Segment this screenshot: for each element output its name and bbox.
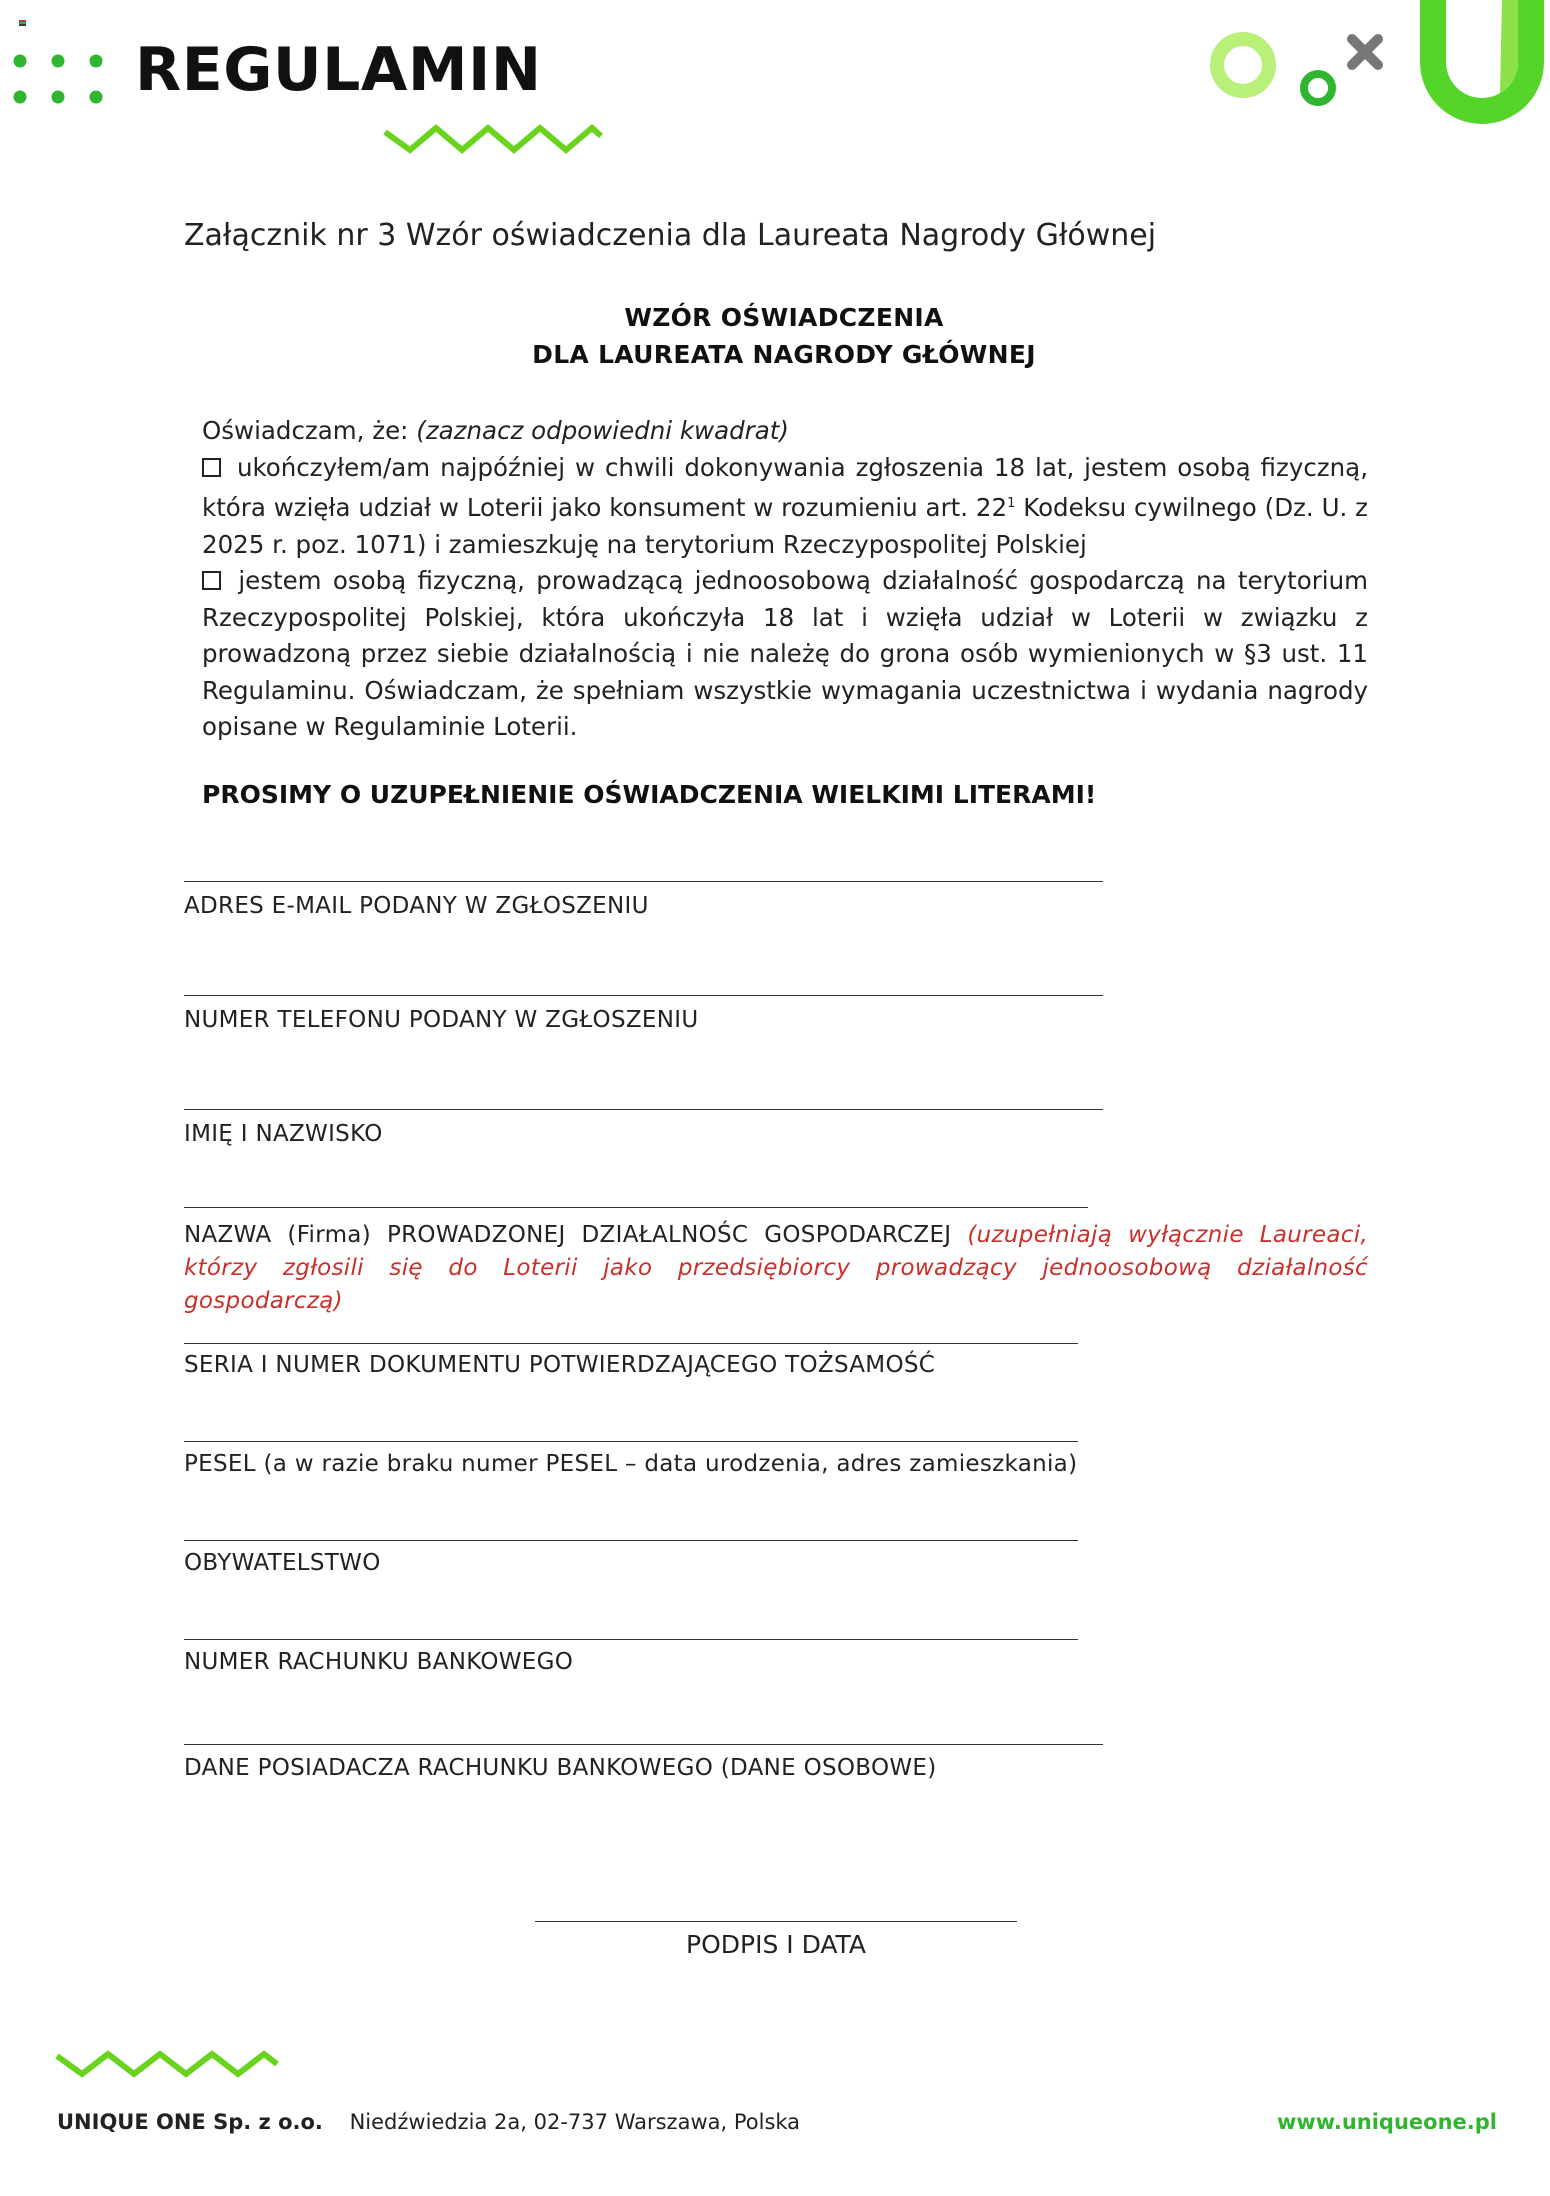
option-1-text: ukończyłem/am najpóźniej w chwili dokonywania zgłoszenia 18 lat, jestem osobą fizyczną, która wzięła udział w Loterii jako konsument w rozumieniu art. 22 (202, 452, 1368, 523)
email-field-label: ADRES E-MAIL PODANY W ZGŁOSZENIU (184, 893, 649, 919)
statement-intro-text: Oświadczam, że: (202, 416, 417, 445)
statement-heading-line-1: WZÓR OŚWIADCZENIA (624, 303, 944, 332)
option-1-text-tail: Kodeksu cywilnego (Dz. U. z 2025 r. poz. 1071) i zamieszkuję na terytorium Rzeczypospolitej Polskiej (202, 493, 1369, 559)
email-field[interactable] (184, 881, 1103, 882)
phone-field-label: NUMER TELEFONU PODANY W ZGŁOSZENIU (184, 1007, 699, 1033)
company-field-note: (uzupełniają wyłącznie Laureaci, którzy zgłosili się do Loterii jako przedsiębiorcy prowadzący jednoosobową działalność gospodarczą) (184, 1222, 1369, 1314)
company-field[interactable] (184, 1207, 1088, 1208)
name-field[interactable] (184, 1109, 1103, 1110)
option-2-text: jestem osobą fizyczną, prowadzącą jednoosobową działalność gospodarczą na terytorium Rzeczypospolitej Polskiej, która ukończyła 18 lat i wzięła udział w Loterii w związku z prowadzoną przez siebie działalnością i nie należę do grona osób wymienionych w §3 ust. 11 Regulaminu. Oświadczam, że spełniam wszystkie wymagania uczestnictwa i wydania nagrody opisane w Regulaminie Loterii. (202, 566, 1368, 742)
document-title: REGULAMIN (135, 35, 542, 105)
signature-label: PODPIS I DATA (686, 1930, 866, 1959)
zigzag-decoration-icon (383, 122, 603, 154)
statement-heading-line-2: DLA LAUREATA NAGRODY GŁÓWNEJ (532, 340, 1036, 369)
bank-account-field-label: NUMER RACHUNKU BANKOWEGO (184, 1649, 574, 1675)
ring-decoration-icon (1208, 30, 1278, 100)
statement-option-1[interactable] (202, 450, 1368, 564)
footer-website-link[interactable]: www.uniqueone.pl (1277, 2110, 1497, 2134)
dots-logo-icon (12, 52, 104, 106)
footer-address: Niedźwiedzia 2a, 02-737 Warszawa, Polska (349, 2110, 801, 2134)
statement-option-2[interactable] (202, 563, 1368, 746)
account-holder-field-label: DANE POSIADACZA RACHUNKU BANKOWEGO (DANE OSOBOWE) (184, 1755, 937, 1781)
small-ring-decoration-icon (1298, 68, 1340, 110)
id-document-field[interactable] (184, 1343, 1078, 1344)
u-logo-icon (1420, 0, 1550, 140)
annex-title: Załącznik nr 3 Wzór oświadczenia dla Laureata Nagrody Głównej (184, 218, 1157, 253)
signature-field[interactable] (535, 1921, 1017, 1922)
footer-company (57, 2110, 800, 2134)
statement-intro (202, 413, 1368, 450)
checkbox-option-2[interactable] (202, 571, 221, 590)
company-field-label (184, 1219, 1368, 1318)
checkbox-option-1[interactable] (202, 458, 221, 477)
option-1-footnote-mark: 1 (1007, 496, 1016, 511)
pesel-field[interactable] (184, 1441, 1078, 1442)
pesel-field-label: PESEL (a w razie braku numer PESEL – data urodzenia, adres zamieszkania) (184, 1451, 1078, 1477)
flag-mark (19, 20, 26, 26)
citizenship-field[interactable] (184, 1540, 1078, 1541)
footer-zigzag-decoration-icon (55, 2048, 281, 2078)
company-field-label-text: NAZWA (Firma) PROWADZONEJ DZIAŁALNOŚC GOSPODARCZEJ (184, 1222, 968, 1248)
name-field-label: IMIĘ I NAZWISKO (184, 1121, 383, 1147)
bank-account-field[interactable] (184, 1639, 1078, 1640)
citizenship-field-label: OBYWATELSTWO (184, 1550, 381, 1576)
id-document-field-label: SERIA I NUMER DOKUMENTU POTWIERDZAJĄCEGO TOŻSAMOŚĆ (184, 1352, 936, 1378)
uppercase-note: PROSIMY O UZUPEŁNIENIE OŚWIADCZENIA WIELKIMI LITERAMI! (202, 780, 1097, 809)
account-holder-field[interactable] (184, 1744, 1103, 1745)
statement-body (202, 413, 1368, 746)
close-x-decoration-icon (1344, 31, 1386, 73)
statement-intro-hint: (zaznacz odpowiedni kwadrat) (416, 416, 789, 445)
phone-field[interactable] (184, 995, 1103, 996)
footer-company-name: UNIQUE ONE Sp. z o.o. (57, 2110, 323, 2134)
